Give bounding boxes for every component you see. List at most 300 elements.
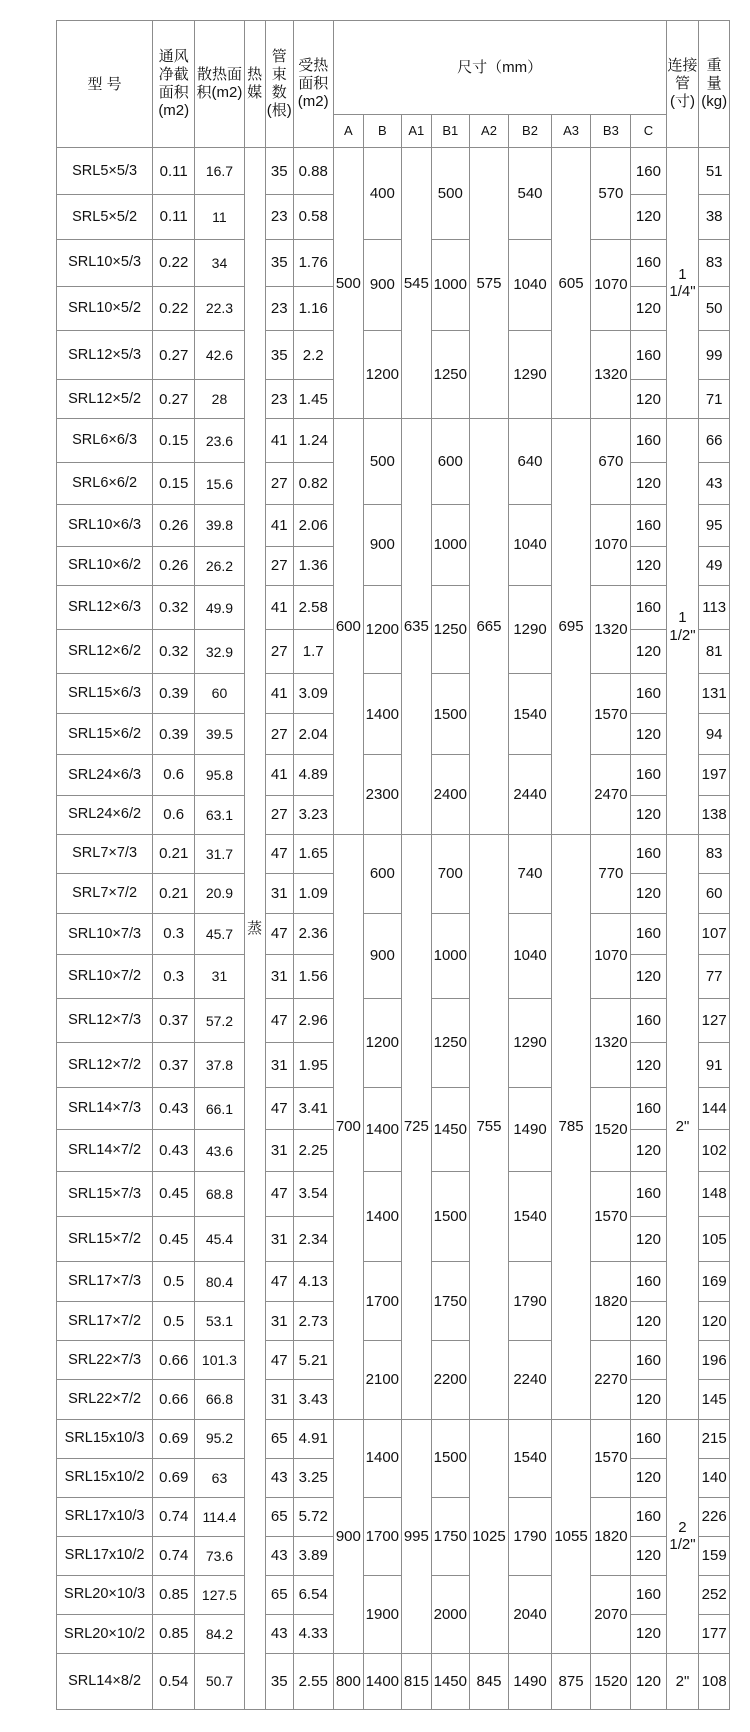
dim-c-cell: 120 <box>631 873 666 913</box>
airflow-area-cell: 0.11 <box>153 195 195 240</box>
table-row <box>57 834 730 873</box>
dim-b2-cell: 1040 <box>509 239 551 331</box>
airflow-area-cell: 0.39 <box>153 714 195 755</box>
heated-area-cell: 3.09 <box>293 673 333 713</box>
dim-b2-cell: 1540 <box>509 1171 551 1261</box>
weight-cell: 95 <box>699 505 730 546</box>
heat-area-cell: 15.6 <box>195 462 244 504</box>
connection-cell: 1 1/2" <box>666 419 699 834</box>
dim-c-cell: 160 <box>631 148 666 195</box>
dim-b3-cell: 1570 <box>591 1419 631 1497</box>
dim-c-cell: 120 <box>631 714 666 755</box>
tube-count-cell: 23 <box>265 380 293 419</box>
weight-cell: 43 <box>699 462 730 504</box>
dim-b-cell: 1700 <box>364 1497 402 1575</box>
tube-count-cell: 23 <box>265 286 293 331</box>
table-row <box>57 755 730 795</box>
dim-b2-cell: 1290 <box>509 331 551 419</box>
weight-cell: 60 <box>699 873 730 913</box>
tube-count-cell: 27 <box>265 795 293 834</box>
dim-c-cell: 120 <box>631 1380 666 1419</box>
heated-area-cell: 1.16 <box>293 286 333 331</box>
dim-b3-cell: 1320 <box>591 998 631 1087</box>
dim-b-cell: 1400 <box>364 1171 402 1261</box>
table-row <box>57 585 730 630</box>
heated-area-cell: 2.04 <box>293 714 333 755</box>
dim-b2-cell: 1040 <box>509 913 551 998</box>
heat-area-cell: 57.2 <box>195 998 244 1043</box>
heated-area-cell: 2.25 <box>293 1130 333 1171</box>
heat-area-cell: 84.2 <box>195 1614 244 1653</box>
tube-count-cell: 31 <box>265 1302 293 1341</box>
dim-a2-cell: 755 <box>469 834 509 1419</box>
dim-c-cell: 160 <box>631 239 666 286</box>
dim-b-cell: 400 <box>364 148 402 240</box>
dim-b3-cell: 2270 <box>591 1341 631 1419</box>
weight-cell: 99 <box>699 331 730 380</box>
heat-area-cell: 53.1 <box>195 1302 244 1341</box>
airflow-area-cell: 0.6 <box>153 795 195 834</box>
table-row <box>57 1575 730 1614</box>
tube-count-cell: 47 <box>265 998 293 1043</box>
connection-cell: 1 1/4" <box>666 148 699 419</box>
airflow-area-cell: 0.6 <box>153 755 195 795</box>
weight-cell: 144 <box>699 1088 730 1130</box>
dim-b3-cell: 1570 <box>591 1171 631 1261</box>
model-cell: SRL22×7/2 <box>57 1380 153 1419</box>
model-cell: SRL6×6/3 <box>57 419 153 463</box>
airflow-area-cell: 0.22 <box>153 286 195 331</box>
header-airflow-area: 通风净截面积(m2) <box>153 21 195 148</box>
tube-count-cell: 35 <box>265 331 293 380</box>
heat-area-cell: 60 <box>195 673 244 713</box>
connection-cell: 2" <box>666 1653 699 1709</box>
dim-c-cell: 160 <box>631 913 666 954</box>
airflow-area-cell: 0.74 <box>153 1497 195 1536</box>
airflow-area-cell: 0.43 <box>153 1088 195 1130</box>
dim-b3-cell: 1070 <box>591 505 631 585</box>
dim-a-cell: 800 <box>333 1653 363 1709</box>
airflow-area-cell: 0.21 <box>153 834 195 873</box>
dim-c-cell: 160 <box>631 1419 666 1458</box>
table-row <box>57 1262 730 1302</box>
header-heated-area: 受热面积(m2) <box>293 21 333 148</box>
heated-area-cell: 6.54 <box>293 1575 333 1614</box>
heat-area-cell: 50.7 <box>195 1653 244 1709</box>
table-row <box>57 239 730 286</box>
heat-medium-cell: 蒸 <box>244 148 265 1710</box>
tube-count-cell: 35 <box>265 148 293 195</box>
heat-area-cell: 68.8 <box>195 1171 244 1217</box>
heated-area-cell: 2.34 <box>293 1217 333 1262</box>
tube-count-cell: 31 <box>265 1380 293 1419</box>
heat-area-cell: 37.8 <box>195 1043 244 1088</box>
heat-area-cell: 23.6 <box>195 419 244 463</box>
dim-b-cell: 1400 <box>364 673 402 754</box>
model-cell: SRL5×5/2 <box>57 195 153 240</box>
header-dim-a: A <box>333 114 363 147</box>
weight-cell: 138 <box>699 795 730 834</box>
heated-area-cell: 3.43 <box>293 1380 333 1419</box>
airflow-area-cell: 0.66 <box>153 1380 195 1419</box>
heated-area-cell: 1.36 <box>293 546 333 585</box>
dim-c-cell: 160 <box>631 1341 666 1380</box>
dim-a-cell: 700 <box>333 834 363 1419</box>
dim-b1-cell: 2400 <box>432 755 470 834</box>
dim-b-cell: 1400 <box>364 1419 402 1497</box>
tube-count-cell: 27 <box>265 546 293 585</box>
dim-b-cell: 1700 <box>364 1262 402 1341</box>
heated-area-cell: 4.91 <box>293 1419 333 1458</box>
table-row <box>57 1653 730 1709</box>
tube-count-cell: 31 <box>265 1130 293 1171</box>
weight-cell: 145 <box>699 1380 730 1419</box>
airflow-area-cell: 0.66 <box>153 1341 195 1380</box>
heated-area-cell: 2.73 <box>293 1302 333 1341</box>
model-cell: SRL12×5/3 <box>57 331 153 380</box>
dim-b-cell: 900 <box>364 913 402 998</box>
model-cell: SRL15×6/2 <box>57 714 153 755</box>
dim-c-cell: 120 <box>631 1217 666 1262</box>
dim-b3-cell: 1320 <box>591 585 631 673</box>
dim-c-cell: 160 <box>631 755 666 795</box>
tube-count-cell: 23 <box>265 195 293 240</box>
dim-b-cell: 1400 <box>364 1653 402 1709</box>
dim-b1-cell: 1250 <box>432 585 470 673</box>
heat-area-cell: 114.4 <box>195 1497 244 1536</box>
model-cell: SRL17x10/3 <box>57 1497 153 1536</box>
heat-area-cell: 66.8 <box>195 1380 244 1419</box>
tube-count-cell: 35 <box>265 1653 293 1709</box>
dim-b2-cell: 2240 <box>509 1341 551 1419</box>
model-cell: SRL10×6/3 <box>57 505 153 546</box>
heated-area-cell: 3.25 <box>293 1458 333 1497</box>
header-dim-c: C <box>631 114 666 147</box>
model-cell: SRL5×5/3 <box>57 148 153 195</box>
weight-cell: 140 <box>699 1458 730 1497</box>
model-cell: SRL22×7/3 <box>57 1341 153 1380</box>
table-row <box>57 331 730 380</box>
heated-area-cell: 4.13 <box>293 1262 333 1302</box>
dim-c-cell: 120 <box>631 1653 666 1709</box>
dim-c-cell: 160 <box>631 419 666 463</box>
header-heat-medium: 热媒 <box>244 21 265 148</box>
dim-b3-cell: 1520 <box>591 1088 631 1172</box>
dim-c-cell: 160 <box>631 505 666 546</box>
dim-c-cell: 120 <box>631 630 666 674</box>
heat-area-cell: 11 <box>195 195 244 240</box>
heated-area-cell: 1.56 <box>293 955 333 999</box>
tube-count-cell: 43 <box>265 1536 293 1575</box>
table-row <box>57 148 730 195</box>
heated-area-cell: 3.41 <box>293 1088 333 1130</box>
airflow-area-cell: 0.85 <box>153 1575 195 1614</box>
heated-area-cell: 3.54 <box>293 1171 333 1217</box>
model-cell: SRL15×7/2 <box>57 1217 153 1262</box>
airflow-area-cell: 0.26 <box>153 505 195 546</box>
weight-cell: 169 <box>699 1262 730 1302</box>
dim-c-cell: 160 <box>631 834 666 873</box>
dim-c-cell: 120 <box>631 1536 666 1575</box>
dim-c-cell: 160 <box>631 585 666 630</box>
weight-cell: 226 <box>699 1497 730 1536</box>
connection-cell: 2 1/2" <box>666 1419 699 1653</box>
weight-cell: 102 <box>699 1130 730 1171</box>
airflow-area-cell: 0.27 <box>153 380 195 419</box>
heat-area-cell: 26.2 <box>195 546 244 585</box>
dim-a2-cell: 665 <box>469 419 509 834</box>
tube-count-cell: 43 <box>265 1458 293 1497</box>
weight-cell: 105 <box>699 1217 730 1262</box>
weight-cell: 120 <box>699 1302 730 1341</box>
heat-area-cell: 22.3 <box>195 286 244 331</box>
model-cell: SRL10×7/2 <box>57 955 153 999</box>
model-cell: SRL20×10/2 <box>57 1614 153 1653</box>
heat-area-cell: 101.3 <box>195 1341 244 1380</box>
tube-count-cell: 47 <box>265 913 293 954</box>
dim-a-cell: 500 <box>333 148 363 419</box>
heat-area-cell: 49.9 <box>195 585 244 630</box>
tube-count-cell: 47 <box>265 834 293 873</box>
dim-c-cell: 120 <box>631 1130 666 1171</box>
dim-c-cell: 160 <box>631 1497 666 1536</box>
tube-count-cell: 47 <box>265 1171 293 1217</box>
dim-b2-cell: 1540 <box>509 1419 551 1497</box>
dim-b1-cell: 1750 <box>432 1497 470 1575</box>
header-dim-a2: A2 <box>469 114 509 147</box>
heated-area-cell: 1.24 <box>293 419 333 463</box>
dim-b1-cell: 1250 <box>432 331 470 419</box>
heated-area-cell: 2.2 <box>293 331 333 380</box>
dim-a2-cell: 575 <box>469 148 509 419</box>
heated-area-cell: 1.65 <box>293 834 333 873</box>
airflow-area-cell: 0.15 <box>153 462 195 504</box>
dim-c-cell: 160 <box>631 1171 666 1217</box>
dim-a-cell: 900 <box>333 1419 363 1653</box>
dim-b1-cell: 1000 <box>432 505 470 585</box>
heat-area-cell: 127.5 <box>195 1575 244 1614</box>
weight-cell: 71 <box>699 380 730 419</box>
dim-c-cell: 120 <box>631 1614 666 1653</box>
heated-area-cell: 3.23 <box>293 795 333 834</box>
heat-area-cell: 42.6 <box>195 331 244 380</box>
table-row <box>57 505 730 546</box>
airflow-area-cell: 0.54 <box>153 1653 195 1709</box>
dim-c-cell: 160 <box>631 1575 666 1614</box>
model-cell: SRL20×10/3 <box>57 1575 153 1614</box>
weight-cell: 83 <box>699 239 730 286</box>
dim-a1-cell: 545 <box>401 148 431 419</box>
model-cell: SRL10×5/2 <box>57 286 153 331</box>
dim-a1-cell: 995 <box>401 1419 431 1653</box>
heat-area-cell: 45.4 <box>195 1217 244 1262</box>
table-row <box>57 1497 730 1536</box>
weight-cell: 127 <box>699 998 730 1043</box>
model-cell: SRL10×7/3 <box>57 913 153 954</box>
tube-count-cell: 65 <box>265 1419 293 1458</box>
heated-area-cell: 0.82 <box>293 462 333 504</box>
tube-count-cell: 43 <box>265 1614 293 1653</box>
dim-b-cell: 1400 <box>364 1088 402 1172</box>
weight-cell: 83 <box>699 834 730 873</box>
dim-a3-cell: 875 <box>551 1653 591 1709</box>
connection-cell: 2" <box>666 834 699 1419</box>
dim-b-cell: 500 <box>364 419 402 505</box>
model-cell: SRL24×6/2 <box>57 795 153 834</box>
airflow-area-cell: 0.32 <box>153 630 195 674</box>
dim-b3-cell: 1070 <box>591 913 631 998</box>
heated-area-cell: 4.33 <box>293 1614 333 1653</box>
dim-b3-cell: 670 <box>591 419 631 505</box>
heat-area-cell: 39.5 <box>195 714 244 755</box>
weight-cell: 91 <box>699 1043 730 1088</box>
weight-cell: 177 <box>699 1614 730 1653</box>
dim-b2-cell: 2040 <box>509 1575 551 1653</box>
heated-area-cell: 1.7 <box>293 630 333 674</box>
header-dim-b2: B2 <box>509 114 551 147</box>
dim-b2-cell: 1790 <box>509 1497 551 1575</box>
dim-b2-cell: 640 <box>509 419 551 505</box>
tube-count-cell: 47 <box>265 1262 293 1302</box>
tube-count-cell: 41 <box>265 505 293 546</box>
header-model: 型 号 <box>57 21 153 148</box>
weight-cell: 77 <box>699 955 730 999</box>
weight-cell: 81 <box>699 630 730 674</box>
model-cell: SRL24×6/3 <box>57 755 153 795</box>
dim-a1-cell: 815 <box>401 1653 431 1709</box>
header-dim-a3: A3 <box>551 114 591 147</box>
weight-cell: 196 <box>699 1341 730 1380</box>
dim-a1-cell: 725 <box>401 834 431 1419</box>
dim-c-cell: 120 <box>631 286 666 331</box>
heat-area-cell: 63 <box>195 1458 244 1497</box>
model-cell: SRL12×7/2 <box>57 1043 153 1088</box>
dim-a3-cell: 605 <box>551 148 591 419</box>
dim-b1-cell: 2000 <box>432 1575 470 1653</box>
weight-cell: 197 <box>699 755 730 795</box>
dim-b3-cell: 1320 <box>591 331 631 419</box>
dim-c-cell: 160 <box>631 1088 666 1130</box>
heated-area-cell: 0.88 <box>293 148 333 195</box>
airflow-area-cell: 0.3 <box>153 955 195 999</box>
table-row <box>57 998 730 1043</box>
heat-area-cell: 32.9 <box>195 630 244 674</box>
model-cell: SRL6×6/2 <box>57 462 153 504</box>
dim-c-cell: 120 <box>631 1458 666 1497</box>
model-cell: SRL10×6/2 <box>57 546 153 585</box>
table-row <box>57 1171 730 1217</box>
tube-count-cell: 31 <box>265 1217 293 1262</box>
weight-cell: 148 <box>699 1171 730 1217</box>
dim-b3-cell: 1820 <box>591 1262 631 1341</box>
model-cell: SRL14×8/2 <box>57 1653 153 1709</box>
dim-b-cell: 1200 <box>364 998 402 1087</box>
tube-count-cell: 31 <box>265 1043 293 1088</box>
dim-b3-cell: 770 <box>591 834 631 913</box>
heated-area-cell: 5.21 <box>293 1341 333 1380</box>
model-cell: SRL12×6/3 <box>57 585 153 630</box>
airflow-area-cell: 0.39 <box>153 673 195 713</box>
model-cell: SRL15x10/2 <box>57 1458 153 1497</box>
heated-area-cell: 2.55 <box>293 1653 333 1709</box>
weight-cell: 66 <box>699 419 730 463</box>
dim-c-cell: 120 <box>631 795 666 834</box>
heated-area-cell: 1.95 <box>293 1043 333 1088</box>
dim-b1-cell: 500 <box>432 148 470 240</box>
tube-count-cell: 27 <box>265 462 293 504</box>
airflow-area-cell: 0.45 <box>153 1217 195 1262</box>
weight-cell: 51 <box>699 148 730 195</box>
weight-cell: 38 <box>699 195 730 240</box>
model-cell: SRL12×7/3 <box>57 998 153 1043</box>
dim-b1-cell: 2200 <box>432 1341 470 1419</box>
dim-c-cell: 160 <box>631 998 666 1043</box>
tube-count-cell: 65 <box>265 1497 293 1536</box>
dim-b3-cell: 1520 <box>591 1653 631 1709</box>
heat-area-cell: 73.6 <box>195 1536 244 1575</box>
dim-b1-cell: 1250 <box>432 998 470 1087</box>
weight-cell: 252 <box>699 1575 730 1614</box>
table-row <box>57 419 730 463</box>
dim-a2-cell: 845 <box>469 1653 509 1709</box>
header-dim-b1: B1 <box>432 114 470 147</box>
heat-area-cell: 45.7 <box>195 913 244 954</box>
dim-b-cell: 1200 <box>364 585 402 673</box>
heated-area-cell: 2.36 <box>293 913 333 954</box>
dim-b1-cell: 700 <box>432 834 470 913</box>
airflow-area-cell: 0.5 <box>153 1302 195 1341</box>
airflow-area-cell: 0.5 <box>153 1262 195 1302</box>
dim-b2-cell: 1290 <box>509 585 551 673</box>
model-cell: SRL7×7/3 <box>57 834 153 873</box>
header-dim-a1: A1 <box>401 114 431 147</box>
table-row <box>57 1419 730 1458</box>
airflow-area-cell: 0.69 <box>153 1458 195 1497</box>
dim-b1-cell: 1000 <box>432 239 470 331</box>
heated-area-cell: 3.89 <box>293 1536 333 1575</box>
dim-b-cell: 1900 <box>364 1575 402 1653</box>
dim-c-cell: 120 <box>631 1043 666 1088</box>
dim-c-cell: 120 <box>631 546 666 585</box>
weight-cell: 159 <box>699 1536 730 1575</box>
dim-b1-cell: 1450 <box>432 1088 470 1172</box>
airflow-area-cell: 0.22 <box>153 239 195 286</box>
spec-table <box>56 20 730 1710</box>
dim-b1-cell: 1500 <box>432 1171 470 1261</box>
dim-c-cell: 160 <box>631 331 666 380</box>
dim-b3-cell: 2470 <box>591 755 631 834</box>
dim-b-cell: 1200 <box>364 331 402 419</box>
dim-a1-cell: 635 <box>401 419 431 834</box>
airflow-area-cell: 0.11 <box>153 148 195 195</box>
dim-b-cell: 600 <box>364 834 402 913</box>
heated-area-cell: 1.09 <box>293 873 333 913</box>
weight-cell: 108 <box>699 1653 730 1709</box>
heat-area-cell: 43.6 <box>195 1130 244 1171</box>
dim-b2-cell: 1490 <box>509 1088 551 1172</box>
heat-area-cell: 95.2 <box>195 1419 244 1458</box>
model-cell: SRL15×6/3 <box>57 673 153 713</box>
dim-b-cell: 900 <box>364 505 402 585</box>
dim-b2-cell: 1040 <box>509 505 551 585</box>
dim-b2-cell: 740 <box>509 834 551 913</box>
dim-c-cell: 120 <box>631 195 666 240</box>
tube-count-cell: 31 <box>265 955 293 999</box>
header-connection: 连接管(寸) <box>666 21 699 148</box>
dim-a3-cell: 695 <box>551 419 591 834</box>
dim-a3-cell: 785 <box>551 834 591 1419</box>
model-cell: SRL7×7/2 <box>57 873 153 913</box>
